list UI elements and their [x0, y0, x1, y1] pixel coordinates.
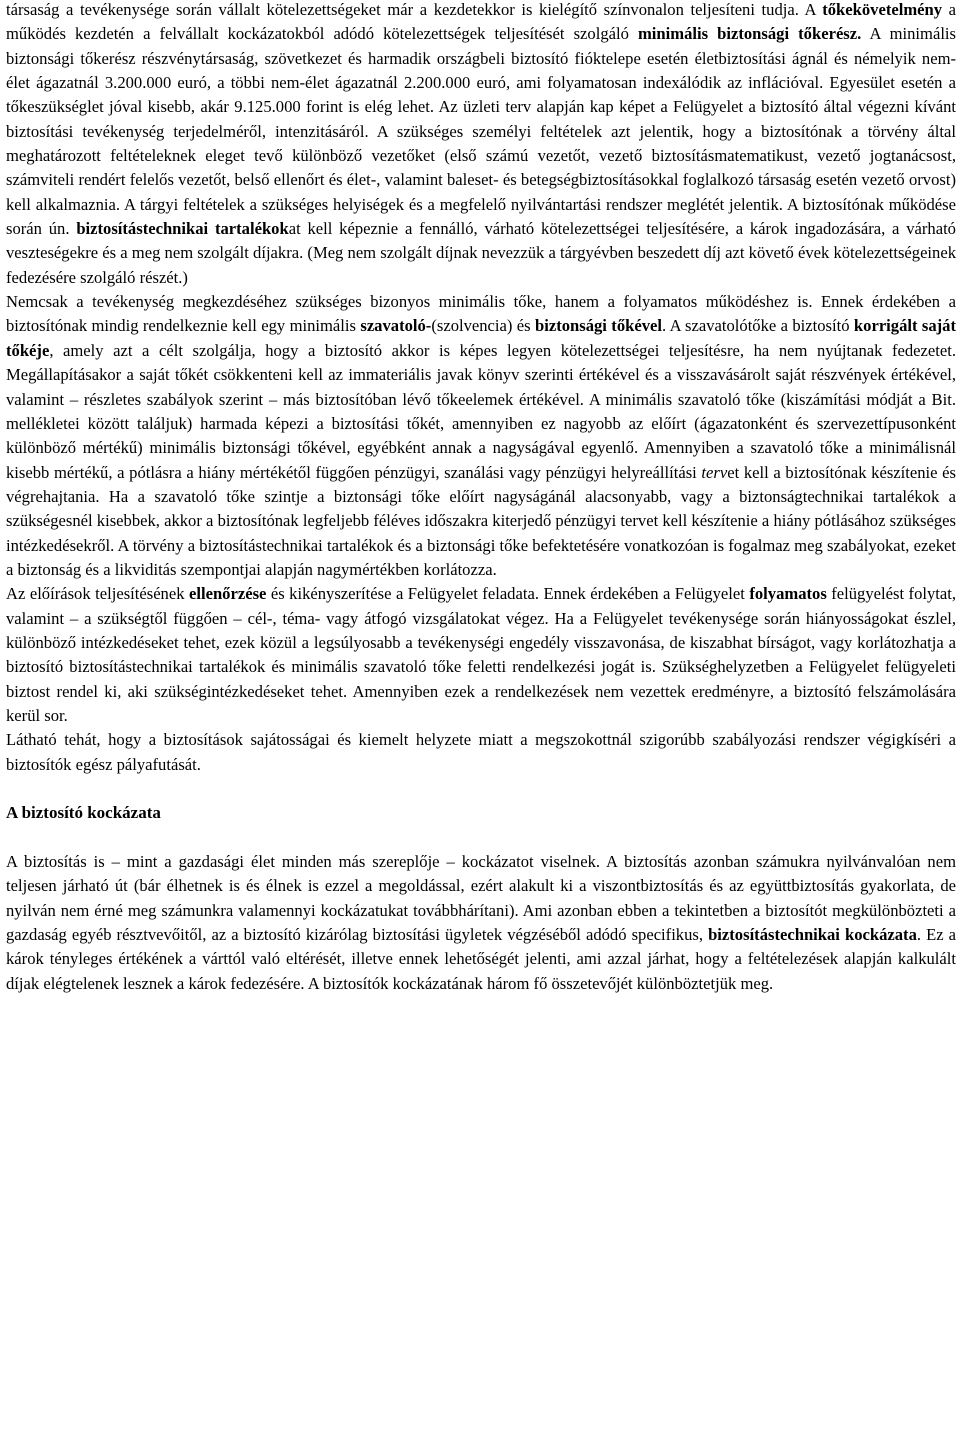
bold-term: korrigált saját tőkéje — [6, 316, 956, 360]
bold-term: biztosítástechnikai tartalékok — [76, 219, 289, 239]
text-run: Nemcsak a tevékenység megkezdéséhez szükséges bizonyos minimális tőke, hanem a folyamatos működéshez is. Ennek érdekében a biztosítónak mindig rendelkeznie kell egy minimális — [6, 292, 956, 336]
text-run: A biztosítás is – mint a gazdasági élet minden más szereplője – kockázatot viselnek. A biztosítás azonban számukra nyilvánvalóan nem teljesen járható út (bár élhetnek is és élnek is ezzel a megoldással, ezért alakult ki a viszontbiztosítás és az együttbiztosítás gyakorlata, de nyilván nem érné meg számunkra valamennyi kockázatukat továbbhárítani). Ami azonban ebben a tekintetben a biztosítót megkülönbözteti a gazdaság egyéb résztvevőitől, az a biztosító kizárólag biztosítási ügyletek végzéséből adódó specifikus, — [6, 852, 956, 945]
paragraph-2 — [6, 290, 956, 582]
bold-term: biztonsági tőkével — [535, 316, 662, 336]
bold-term: szavatoló- — [360, 316, 432, 336]
bold-term: folyamatos — [749, 584, 827, 604]
text-run: (szolvencia) és — [431, 316, 535, 336]
text-run: A biztosító kockázata — [6, 803, 161, 823]
text-run: Az előírások teljesítésének — [6, 584, 189, 604]
text-run: a működés kezdetén a felvállalt kockázatokból adódó kötelezettségek teljesítését szolgáló — [6, 0, 956, 44]
bold-term: ellenőrzése — [189, 584, 267, 604]
text-run: . Ez a károk tényleges értékének a várttól való eltérését, illetve ennek lehetőségét jelenti, ami azzal járhat, hogy a feltételezések alapján kalkulált díjak elégtelenek lesznek a károk fedezésére. A biztosítók kockázatának három fő összetevőjét különböztetjük meg. — [6, 925, 957, 993]
italic-term: terv — [701, 462, 728, 482]
paragraph-3 — [6, 582, 956, 728]
text-run: és kikényszerítése a Felügyelet feladata. Ennek érdekében a Felügyelet — [266, 584, 750, 604]
bold-term: biztosítástechnikai kockázata — [708, 925, 917, 945]
blank-line — [6, 777, 956, 801]
bold-term: minimális biztonsági tőkerész. — [637, 24, 862, 44]
paragraph-1 — [6, 0, 956, 290]
text-run: felügyelést folytat, valamint – a szükségtől függően – cél-, téma- vagy átfogó vizsgálatokat végez. Ha a Felügyelet tevékenysége során hiányosságokat észlel, különböző intézkedéseket tehet, ezek közül a legsúlyosabb a tevékenységi engedély visszavonása, de kiszabhat bírságot, vagy korlátozhatja a biztosító biztosítástechnikai tartalékok és minimális szavatoló tőke feletti rendelkezési jogát is. Szükséghelyzetben a Felügyelet felügyeleti biztost rendel ki, aki szükségintézkedéseket tehet. Amennyiben ezek a rendelkezések nem vezettek eredményre, a biztosító felszámolására kerül sor. — [6, 584, 957, 725]
paragraph-5 — [6, 850, 956, 996]
section-heading — [6, 801, 956, 825]
text-run: társaság a tevékenysége során vállalt kötelezettségeket már a kezdetekkor is kielégítő színvonalon teljesíteni tudja. A — [6, 0, 823, 19]
text-run: . A szavatolótőke a biztosító — [661, 316, 854, 336]
text-run: Látható tehát, hogy a biztosítások sajátosságai és kiemelt helyzete miatt a megszokottnál szigorúbb szabályozási rendszer végigkíséri a biztosítók egész pályafutását. — [6, 730, 956, 774]
blank-line — [6, 826, 956, 850]
text-run: A minimális biztonsági tőkerész részvénytársaság, szövetkezet és harmadik országbeli biztosító fióktelepe esetén életbiztosítási ágnál és némelyik nem- élet ágazatnál 3.200.000 euró, a többi nem-élet ágazatnál 2.200.000 euró, ami folyamatosan indexálódik az inflációval. Egyesület esetén a tőkeszükséglet jóval kisebb, akár 9.125.000 forint is elég lehet. Az üzleti terv alapján kap képet a Felügyelet a biztosító által végezni kívánt biztosítási tevékenység terjedelméről, intenzitásáról. A szükséges személyi feltételek azt jelentik, hogy a biztosítónak a törvény által meghatározott feltételeknek eleget tevő különböző vezetőket (első számú vezetőt, vezető biztosításmatematikust, vezető jogtanácsost, számviteli rendért felelős vezetőt, belső ellenőrt és élet-, valamint baleset- és betegségbiztosításokkal foglalkozó társaság esetén vezető orvost) kell alkalmaznia. A tárgyi feltételek a szükséges helyiségek és a megfelelő nyilvántartási rendszer meglétét jelentik. A biztosítónak működése során ún. — [6, 24, 956, 239]
text-run: , amely azt a célt szolgálja, hogy a biztosító akkor is képes legyen kötelezettségei teljesítésre, ha nem nyújtanak fedezetet. Megállapításakor a saját tőkét csökkenteni kell az immateriális javak könyv szerinti értékével és a visszavásárolt saját részvények értékével, valamint – részletes szabályok szerint – más biztosítóban lévő tőkeelemek értékével. A minimális szavatoló tőke (kiszámítási módját a Bit. mellékletei között találjuk) harmada képezi a biztosítási tőkét, amennyiben ez nagyobb az előírt (ágazatonként és szervezettípusonként különböző mértékű) minimális biztonsági tőkével, egyébként annak a nagyságával egyenlő. Amennyiben a szavatoló tőke a minimálisnál kisebb mértékű, a pótlásra a hiány mértékétől függően pénzügyi, szanálási vagy pénzügyi helyreállítási — [6, 340, 956, 482]
paragraph-4 — [6, 728, 956, 777]
text-run: et kell a biztosítónak készítenie és végrehajtania. Ha a szavatoló tőke szintje a biztonsági tőke előírt nagyságánál alacsonyabb, vagy a biztonságtechnikai tartalékok a szükségesnél kisebbek, akkor a biztosítónak legfeljebb féléves időszakra kiterjedő pénzügyi tervet kell készítenie a hiány pótlásához szükséges intézkedésekről. A törvény a biztosítástechnikai tartalékok és a biztonsági tőke befektetésére vonatkozóan is fogalmaz meg szabályokat, ezeket a biztonság és a likviditás szempontjai alapján nagymértékben korlátozza. — [6, 462, 956, 579]
text-run: at kell képeznie a fennálló, várható kötelezettségei teljesítésére, a károk ingadozására, a várható veszteségekre és a meg nem szolgált díjakra. (Meg nem szolgált díjnak nevezzük a tárgyévben beszedett díj azt követő évek kötelezettségeinek fedezésére szolgáló részét.) — [6, 219, 956, 287]
bold-term: tőkekövetelmény — [822, 0, 943, 19]
document-body — [6, 0, 956, 996]
